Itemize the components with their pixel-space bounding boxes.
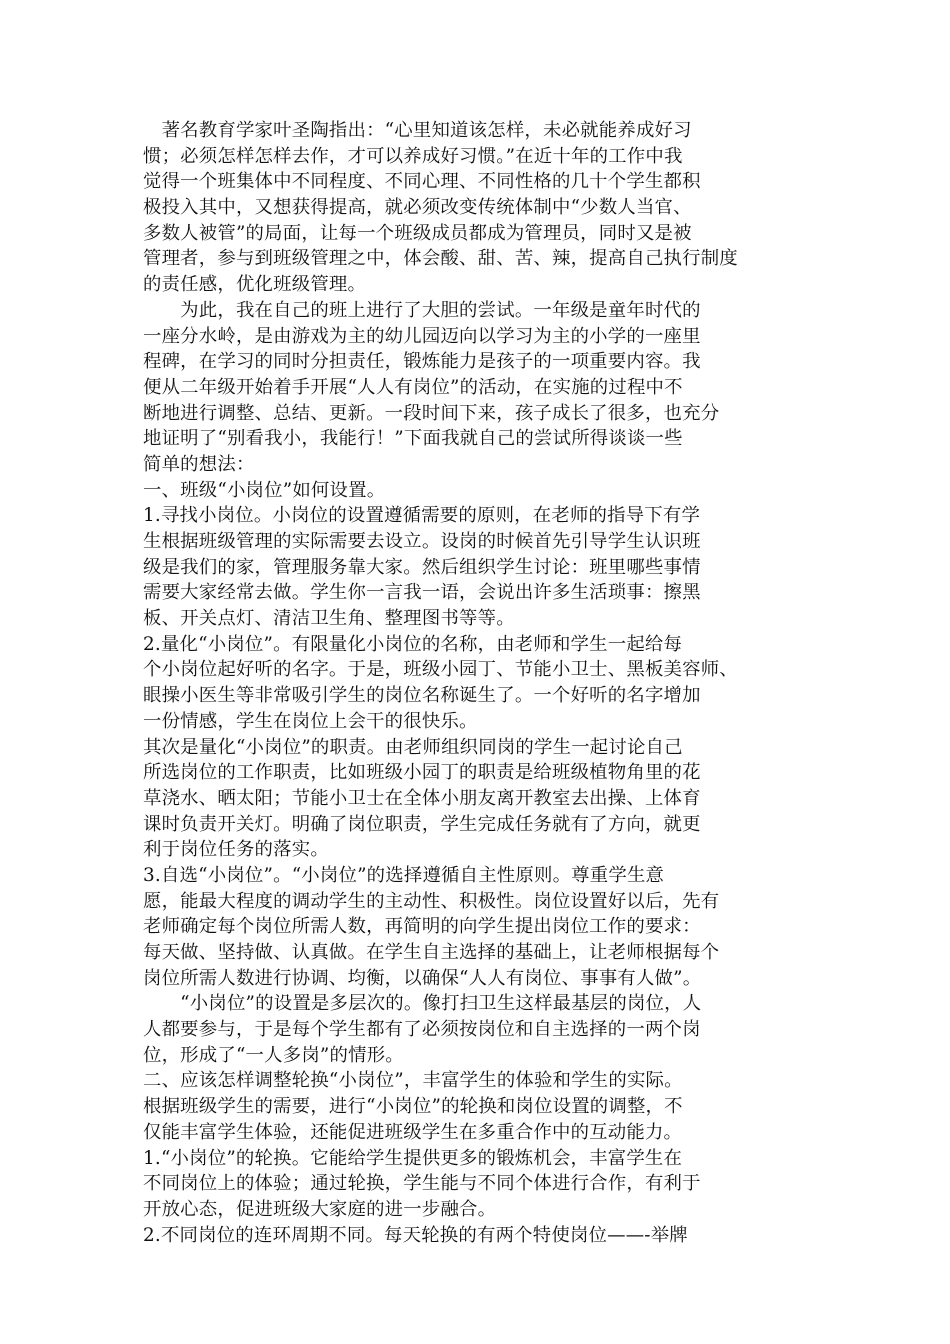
text-line: 个小岗位起好听的名字。于是，班级小园丁、节能小卫士、黑板美容师、 <box>143 659 738 681</box>
text-line: 便从二年级开始着手开展“人人有岗位”的活动，在实施的过程中不 <box>143 376 683 398</box>
text-line: 地证明了“别看我小，我能行！”下面我就自己的尝试所得谈谈一些 <box>143 428 683 450</box>
text-line: 程碑，在学习的同时分担责任，锻炼能力是孩子的一项重要内容。我 <box>143 351 701 373</box>
text-line: 多数人被管”的局面，让每一个班级成员都成为管理员，同时又是被 <box>143 222 692 244</box>
text-line: 人都要参与，于是每个学生都有了必须按岗位和自主选择的一两个岗 <box>143 1019 701 1041</box>
text-line: 位，形成了“一人多岗”的情形。 <box>143 1044 404 1066</box>
text-line: 草浇水、晒太阳；节能小卫士在全体小朋友离开教室去出操、上体育 <box>143 787 701 809</box>
text-line: 2.不同岗位的连环周期不同。每天轮换的有两个特使岗位——-举牌 <box>143 1224 688 1246</box>
text-line: 愿，能最大程度的调动学生的主动性、积极性。岗位设置好以后，先有 <box>143 890 720 912</box>
text-line: 眼操小医生等非常吸引学生的岗位名称诞生了。一个好听的名字增加 <box>143 685 701 707</box>
text-line: 仅能丰富学生体验，还能促进班级学生在多重合作中的互动能力。 <box>143 1121 683 1143</box>
text-line: 课时负责开关灯。明确了岗位职责，学生完成任务就有了方向，就更 <box>143 813 701 835</box>
text-line: 级是我们的家，管理服务靠大家。然后组织学生讨论：班里哪些事情 <box>143 556 701 578</box>
text-line: 需要大家经常去做。学生你一言我一语，会说出许多生活琐事：擦黑 <box>143 582 701 604</box>
text-line: 惯；必须怎样怎样去作，才可以养成好习惯。”在近十年的工作中我 <box>143 145 683 167</box>
text-line: 觉得一个班集体中不同程度、不同心理、不同性格的几十个学生都积 <box>143 171 701 193</box>
text-line: 极投入其中，又想获得提高，就必须改变传统体制中“少数人当官、 <box>143 197 692 219</box>
text-line: 1.“小岗位”的轮换。它能给学生提供更多的锻炼机会，丰富学生在 <box>143 1147 683 1169</box>
text-line: 一份情感，学生在岗位上会干的很快乐。 <box>143 710 478 732</box>
text-line: 的责任感，优化班级管理。 <box>143 274 367 296</box>
text-line: 管理者，参与到班级管理之中，体会酸、甜、苦、辣，提高自己执行制度 <box>143 248 738 270</box>
text-line: 二、应该怎样调整轮换“小岗位”，丰富学生的体验和学生的实际。 <box>143 1070 683 1092</box>
text-line: 每天做、坚持做、认真做。在学生自主选择的基础上，让老师根据每个 <box>143 942 720 963</box>
text-line: 简单的想法： <box>143 453 255 475</box>
text-line: 2.量化“小岗位”。有限量化小岗位的名称，由老师和学生一起给每 <box>143 633 683 655</box>
text-line: 3.自选“小岗位”。“小岗位”的选择遵循自主性原则。尊重学生意 <box>143 864 665 886</box>
text-line: 所选岗位的工作职责，比如班级小园丁的职责是给班级植物角里的花 <box>143 762 701 784</box>
text-line: 板、开关点灯、清洁卫生角、整理图书等等。 <box>143 608 515 630</box>
text-line: 一、班级“小岗位”如何设置。 <box>143 479 386 501</box>
text-line: 其次是量化“小岗位”的职责。由老师组织同岗的学生一起讨论自己 <box>143 736 683 758</box>
text-line: 生根据班级管理的实际需要去设立。设岗的时候首先引导学生认识班 <box>143 531 701 552</box>
text-line: 不同岗位上的体验；通过轮换，学生能与不同个体进行合作，有利于 <box>143 1173 701 1195</box>
text-line: 利于岗位任务的落实。 <box>143 839 329 861</box>
text-line: 开放心态，促进班级大家庭的进一步融合。 <box>143 1198 497 1220</box>
text-line: 1.寻找小岗位。小岗位的设置遵循需要的原则，在老师的指导下有学 <box>143 505 701 527</box>
text-line: 岗位所需人数进行协调、均衡，以确保“人人有岗位、事事有人做”。 <box>143 967 702 989</box>
text-line: “小岗位”的设置是多层次的。像打扫卫生这样最基层的岗位，人 <box>143 993 702 1015</box>
text-line: 一座分水岭，是由游戏为主的幼儿园迈向以学习为主的小学的一座里 <box>143 325 701 347</box>
article-body <box>143 118 815 1248</box>
text-line: 断地进行调整、总结、更新。一段时间下来，孩子成长了很多，也充分 <box>143 402 720 424</box>
text-line: 著名教育学家叶圣陶指出：“心里知道该怎样，未必就能养成好习 <box>143 120 692 141</box>
text-line: 老师确定每个岗位所需人数，再简明的向学生提出岗位工作的要求： <box>143 916 701 938</box>
text-line: 根据班级学生的需要，进行“小岗位”的轮换和岗位设置的调整，不 <box>143 1096 683 1118</box>
text-line: 为此，我在自己的班上进行了大胆的尝试。一年级是童年时代的 <box>143 299 701 321</box>
